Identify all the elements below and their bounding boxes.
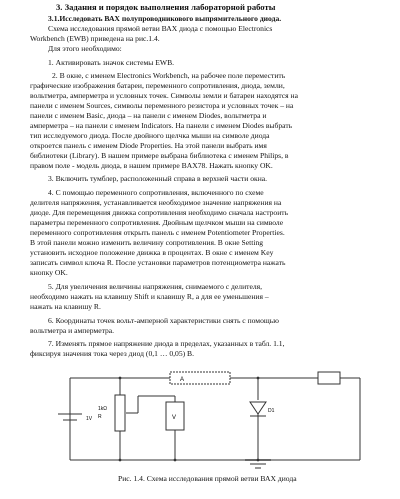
text-line: диоде. Для перемещения движка сопротивления необходимо сначала настроить [30, 208, 289, 217]
text-line: необходимо нажать на клавишу Shift и клавишу R, а для ее уменьшения – [30, 292, 269, 301]
ammeter-label: A [180, 377, 185, 383]
resistor-label: 1kΩ [98, 406, 108, 412]
text-line: 5. Для увеличения величины напряжения, снимаемого с делителя, [48, 282, 263, 291]
text-line: Workbench (EWB) приведена на рис.1.4. [30, 34, 160, 43]
text-line: библиотеки (Library). В нашем примере выбрана библиотека с именем Philips, в [30, 151, 289, 160]
text-line: панели с именем Basic, диода – на панели с именем Diodes, вольтметра и [30, 111, 267, 120]
text-line: 3. Включить тумблер, расположенный справа в верхней части окна. [48, 174, 268, 183]
text-line: 1. Активировать значок системы EWB. [48, 58, 175, 67]
text-line: делителя напряжения, устанавливается необходимое значение напряжения на [30, 198, 282, 207]
figure-caption: Рис. 1.4. Схема исследования прямой ветви ВАХ диода [118, 474, 297, 483]
key-label: R [98, 414, 102, 420]
voltmeter-label: V [172, 415, 177, 421]
text-line: кнопку OK. [30, 268, 68, 277]
text-line: графические изображения батареи, переменного сопротивления, диода, земли, [30, 81, 285, 90]
text-line: В этой панели можно изменить величину сопротивления. В окне Setting [30, 238, 264, 247]
text-line: амперметра – на панели с именем Indicators. На панели с именем Diodes выбрать [30, 121, 293, 130]
text-line: правом поле - модель диода, в нашем примере BAX78. Нажать кнопку OK. [30, 161, 273, 170]
text-line: тип исследуемого диода. После двойного щелчка мыши на символе диода [30, 131, 270, 140]
text-line: установить исходное положение движка в процентах. В окне с именем Key [30, 248, 274, 257]
text-line: Для этого необходимо: [48, 44, 122, 53]
section-heading: 3. Задания и порядок выполнения лабораторной работы [56, 2, 276, 12]
battery-label: 1V [86, 416, 93, 422]
text-line: вольтметра и амперметра. [30, 326, 115, 335]
ammeter-box [170, 372, 230, 384]
switch-box [318, 372, 340, 384]
text-line: 7. Изменять прямое напряжение диода в пределах, указанных в табл. 1.1, [48, 339, 285, 348]
text-line: вольтметра, амперметра и условных точек. Символы земли и батареи находятся на [30, 91, 298, 100]
diode-label: D1 [268, 408, 275, 414]
text-line: 4. С помощью переменного сопротивления, включенного по схеме [48, 188, 264, 197]
diode-symbol [250, 402, 266, 414]
text-line: записать символ ключа R. После установки параметров потенциометра нажать [30, 258, 286, 267]
text-line: Схема исследования прямой ветви ВАХ диода с помощью Electronics [48, 24, 273, 33]
text-line: откроется панель с именем Diode Properties. На этой панели выбрать имя [30, 141, 267, 150]
text-line: 3.1.Исследовать ВАХ полупроводникового выпрямительного диода. [48, 14, 282, 23]
potentiometer-body [115, 395, 125, 431]
text-line: 6. Координаты точек вольт-амперной характеристики снять с помощью [48, 316, 279, 325]
text-line: нажать на клавишу R. [30, 302, 101, 311]
text-line: фиксируя значения тока через диод (0,1 … 0,05) В. [30, 349, 195, 358]
text-line: панели с именем Sources, символы переменного резистора и условных точек – на [30, 101, 294, 110]
text-line: параметры переменного сопротивления. Двойным щелчком мыши на символе [30, 218, 284, 227]
text-line: 2. В окне, с именем Electronics Workbench, на рабочее поле переместить [52, 71, 286, 80]
text-line: переменного сопротивления открыть панель с именем Potentiometer Properties. [30, 228, 285, 237]
